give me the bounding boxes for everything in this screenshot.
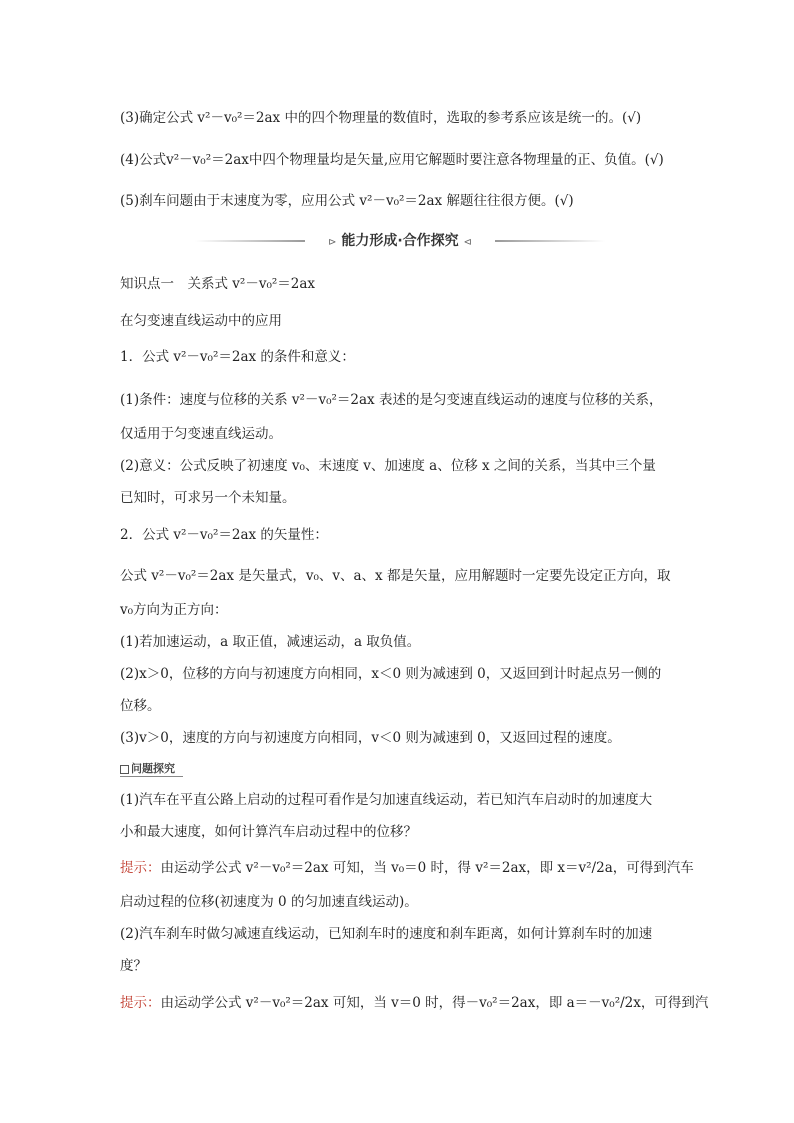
- banner-right-arrow-icon: ⊲: [463, 237, 472, 248]
- vector-line-2: v₀方向为正方向：: [120, 602, 228, 618]
- condition-line-2: 仅适用于匀变速直线运动。: [120, 426, 282, 442]
- answer-1-line-2: 启动过程的位移(初速度为 0 的匀加速直线运动)。: [120, 894, 418, 910]
- condition-line-1: (1)条件：速度与位移的关系 v²－v₀²＝2ax 表述的是匀变速直线运动的速度与位移的关系，: [120, 392, 663, 408]
- section-banner: [195, 231, 605, 251]
- meaning-line-1: (2)意义：公式反映了初速度 v₀、末速度 v、加速度 a、位移 x 之间的关系，当其中三个量: [120, 458, 656, 474]
- banner-right-rule: [495, 240, 605, 242]
- answer-1-line-1: [120, 858, 694, 878]
- sub-point-2-line-2: 位移。: [120, 698, 161, 714]
- knowledge-subheading: 在匀变速直线运动中的应用: [120, 313, 282, 329]
- answer-1-text: 由运动学公式 v²－v₀²＝2ax 可知，当 v₀＝0 时，得 v²＝2ax，即 x＝v²/2a，可得到汽车: [160, 860, 694, 876]
- sub-point-3: (3)v＞0，速度的方向与初速度方向相同，v＜0 则为减速到 0，又返回过程的速度。: [120, 730, 621, 746]
- question-2-line-1: (2)汽车刹车时做匀减速直线运动，已知刹车时的速度和刹车距离，如何计算刹车时的加速: [120, 926, 653, 942]
- meaning-line-2: 已知时，可求另一个未知量。: [120, 490, 296, 506]
- banner-left-arrow-icon: ⊳: [328, 237, 337, 248]
- statement-5: (5)刹车问题由于末速度为零，应用公式 v²－v₀²＝2ax 解题往往很方便。(√): [120, 193, 574, 209]
- hint-label-1: 提示：: [120, 860, 161, 876]
- answer-2-line-1: [120, 993, 708, 1013]
- banner-title-wrap: [305, 231, 495, 253]
- hint-label-2: 提示：: [120, 995, 161, 1011]
- sub-point-1: (1)若加速运动，a 取正值，减速运动，a 取负值。: [120, 634, 421, 650]
- statement-3: (3)确定公式 v²－v₀²＝2ax 中的四个物理量的数值时，选取的参考系应该是统一的。(√): [120, 110, 642, 126]
- item1-title: 1．公式 v²－v₀²＝2ax 的条件和意义：: [120, 349, 355, 365]
- tag-box-icon: [120, 765, 129, 774]
- vector-line-1: 公式 v²－v₀²＝2ax 是矢量式，v₀、v、a、x 都是矢量，应用解题时一定要先设定正方向，取: [120, 568, 671, 584]
- inquiry-tag-label: 问题探究: [131, 762, 175, 775]
- knowledge-heading: 知识点一 关系式 v²－v₀²＝2ax: [120, 276, 316, 292]
- inquiry-tag: [120, 762, 183, 777]
- sub-point-2-line-1: (2)x＞0，位移的方向与初速度方向相同，x＜0 则为减速到 0，又返回到计时起点另一侧的: [120, 666, 662, 682]
- item2-title: 2．公式 v²－v₀²＝2ax 的矢量性：: [120, 527, 328, 543]
- section-title: 能力形成·合作探究: [341, 233, 459, 249]
- banner-left-rule: [195, 240, 305, 242]
- statement-4: (4)公式v²－v₀²＝2ax中四个物理量均是矢量,应用它解题时要注意各物理量的正、负值。(√): [120, 152, 664, 168]
- question-2-line-2: 度？: [120, 958, 147, 974]
- answer-2-text: 由运动学公式 v²－v₀²＝2ax 可知，当 v＝0 时，得－v₀²＝2ax，即 a＝－v₀²/2x，可得到汽: [160, 995, 709, 1011]
- question-1-line-1: (1)汽车在平直公路上启动的过程可看作是匀加速直线运动，若已知汽车启动时的加速度大: [120, 792, 653, 808]
- question-1-line-2: 小和最大速度，如何计算汽车启动过程中的位移？: [120, 824, 417, 840]
